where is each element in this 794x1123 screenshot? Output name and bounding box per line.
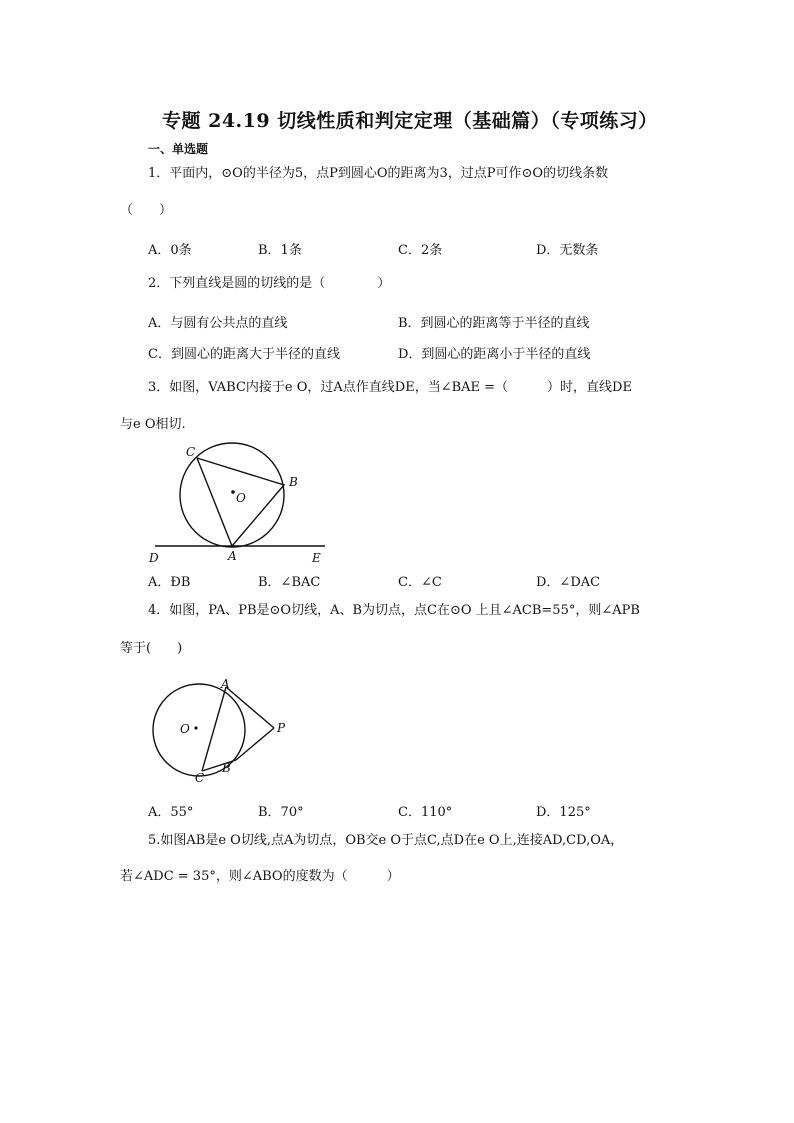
label-d: D	[149, 551, 159, 565]
question-2-option-d[interactable]: D．到圆心的距离小于半径的直线	[398, 347, 591, 362]
center-point-o	[231, 490, 235, 494]
label-o: O	[236, 491, 246, 505]
question-4-option-b[interactable]: B．70°	[258, 805, 304, 820]
label-a: A	[228, 549, 237, 563]
question-2-option-b[interactable]: B．到圆心的距离等于半径的直线	[398, 316, 590, 331]
question-3-option-c[interactable]: C．∠C	[398, 575, 442, 590]
tangent-pb	[236, 728, 274, 760]
question-3-option-d[interactable]: D．∠DAC	[536, 575, 601, 590]
question-3-stem: 3．如图，VABC内接于e O，过A点作直线DE，当∠BAE =（ ）时，直线DE	[148, 380, 632, 395]
question-4-stem-cont: 等于( )	[120, 641, 183, 656]
question-3-option-a[interactable]: A．ÐB	[148, 575, 191, 590]
question-1-stem: 1．平面内，⊙O的半径为5，点P到圆心O的距离为3，过点P可作⊙O的切线条数	[148, 166, 609, 181]
question-2-stem: 2．下列直线是圆的切线的是（ ）	[148, 276, 391, 291]
question-1-option-b[interactable]: B．1条	[258, 243, 302, 258]
chord-cb	[202, 760, 236, 771]
question-4-option-c[interactable]: C．110°	[398, 805, 453, 820]
question-2-option-a[interactable]: A．与圆有公共点的直线	[148, 316, 288, 331]
question-1-option-a[interactable]: A．0条	[148, 243, 192, 258]
question-5-stem: 5.如图AB是e O切线,点A为切点，OB交e O于点C,点D在e O上,连接AD,CD,OA，	[148, 833, 624, 848]
label-b: B	[289, 475, 298, 489]
label-p: P	[277, 721, 286, 735]
label-e: E	[312, 551, 321, 565]
question-4-stem: 4．如图，PA、PB是⊙O切线，A、B为切点，点C在⊙O 上且∠ACB=55°，则∠APB	[148, 603, 640, 618]
label-c: C	[195, 771, 205, 785]
question-3-stem-cont: 与e O相切.	[120, 417, 186, 432]
question-3-option-b[interactable]: B．∠BAC	[258, 575, 321, 590]
section-heading: 一、单选题	[148, 142, 209, 156]
question-1-stem-cont: （ ）	[120, 203, 173, 218]
question-5-stem-cont: 若∠ADC = 35°，则∠ABO的度数为（ ）	[120, 869, 400, 884]
tangent-pa	[226, 687, 274, 728]
label-a: A	[221, 677, 230, 691]
label-b: B	[222, 761, 231, 775]
label-c: C	[186, 445, 196, 459]
page-title: 专题 24.19 切线性质和判定定理（基础篇）（专项练习）	[162, 110, 658, 132]
question-1-option-d[interactable]: D．无数条	[536, 243, 599, 258]
question-2-option-c[interactable]: C．到圆心的距离大于半径的直线	[148, 347, 340, 362]
circle-o	[180, 443, 284, 547]
question-4-option-a[interactable]: A．55°	[148, 805, 194, 820]
question-3-figure	[140, 440, 340, 570]
question-4-option-d[interactable]: D．125°	[536, 805, 591, 820]
question-1-option-c[interactable]: C．2条	[398, 243, 443, 258]
center-point-o	[194, 726, 197, 729]
question-4-figure	[140, 672, 310, 792]
chord-ac	[202, 687, 226, 771]
label-o: O	[180, 722, 190, 736]
